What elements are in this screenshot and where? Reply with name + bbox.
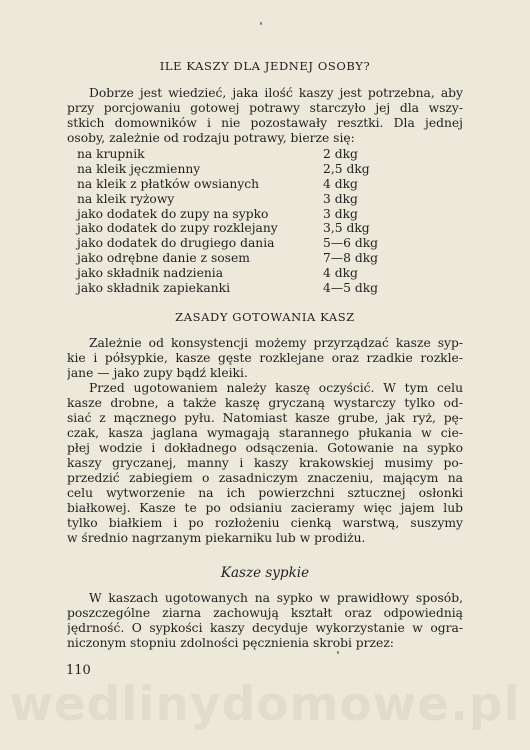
portion-amount: 3 dkg bbox=[323, 206, 358, 221]
ink-speck bbox=[260, 22, 262, 25]
paragraph-line: w średnio nagrzanym piekarniku lub w prodiżu. bbox=[67, 531, 366, 545]
portion-row bbox=[77, 192, 397, 207]
intro-line: Dobrze jest wiedzieć, jaka ilość kaszy jest potrzebna, aby bbox=[89, 86, 463, 100]
portion-row bbox=[77, 251, 397, 266]
portion-amount: 4 dkg bbox=[323, 176, 358, 191]
paragraph-line: Przed ugotowaniem należy kaszę oczyścić. W tym celu bbox=[89, 381, 463, 395]
portion-name: na kleik z płatków owsianych bbox=[77, 176, 260, 191]
paragraph-line: białkowej. Kasze te po odsianiu zacieramy więc jajem lub bbox=[67, 501, 463, 515]
page-number: 110 bbox=[66, 663, 91, 678]
portion-name: jako składnik zapiekanki bbox=[77, 281, 231, 296]
paragraph-line: Zależnie od konsystencji możemy przyrządzać kasze syp- bbox=[89, 336, 463, 350]
portion-row bbox=[77, 177, 397, 192]
heading-cooking-rules: ZASADY GOTOWANIA KASZ bbox=[175, 310, 355, 324]
portion-row bbox=[77, 281, 397, 296]
paragraph-line: niczonym stopniu zdolności pęcznienia skrobi przez: bbox=[67, 636, 394, 650]
portion-row bbox=[77, 266, 397, 281]
paragraph-line: czak, kasza jaglana wymagają starannego płukania w cie- bbox=[67, 426, 463, 440]
paragraph-line: celu wytworzenie na ich powierzchni sztucznej osłonki bbox=[67, 486, 463, 500]
watermark: wedlinydomowe.pl bbox=[9, 677, 521, 732]
paragraph-line: poszczególne ziarna zachowują kształt oraz odpowiednią bbox=[67, 606, 463, 620]
paragraph-line: tylko białkiem i po rozłożeniu cienką warstwą, suszymy bbox=[67, 516, 463, 530]
paragraph-line: kie i półsypkie, kasze gęste rozklejane oraz rzadkie rozkle- bbox=[67, 351, 463, 365]
portion-name: jako dodatek do zupy na sypko bbox=[77, 206, 269, 221]
paragraph-line: przedzić zabiegiem o zasadniczym znaczeniu, mającym na bbox=[67, 471, 463, 485]
portion-name: na kleik ryżowy bbox=[77, 191, 175, 206]
paragraph-line: jędrność. O sypkości kaszy decyduje wykorzystanie w ogra- bbox=[67, 621, 463, 635]
paragraph-line: kaszy gryczanej, manny i kaszy krakowskiej musimy po- bbox=[67, 456, 463, 470]
portion-amount: 2 dkg bbox=[323, 147, 358, 161]
portion-name: jako składnik nadzienia bbox=[77, 266, 224, 281]
heading-portions: ILE KASZY DLA JEDNEJ OSOBY? bbox=[159, 59, 371, 73]
paragraph-line: W kaszach ugotowanych na sypko w prawidłowy sposób, bbox=[89, 591, 463, 605]
portion-amount: 5—6 dkg bbox=[323, 236, 379, 251]
portion-name: na krupnik bbox=[77, 147, 145, 161]
intro-line: osoby, zależnie od rodzaju potrawy, bierze się: bbox=[67, 131, 355, 145]
paragraph-line: płej wodzie i dokładnego odsączenia. Gotowanie na sypko bbox=[67, 441, 463, 455]
ink-speck bbox=[337, 651, 339, 654]
portion-row bbox=[77, 236, 397, 251]
paragraph-line: jane — jako zupy bądź kleiki. bbox=[67, 366, 248, 380]
portion-amount: 4 dkg bbox=[323, 266, 358, 281]
portion-row bbox=[77, 207, 397, 222]
portion-amount: 3,5 dkg bbox=[323, 221, 370, 236]
portion-name: jako odrębne danie z sosem bbox=[77, 251, 250, 266]
subheading-loose-groats: Kasze sypkie bbox=[220, 565, 310, 581]
portion-amount: 4—5 dkg bbox=[323, 281, 379, 296]
portion-row bbox=[77, 162, 397, 177]
portion-amount: 7—8 dkg bbox=[323, 251, 379, 266]
paragraph-line: kasze drobne, a także kaszę gryczaną wystarczy tylko od- bbox=[67, 396, 463, 410]
portion-table bbox=[77, 147, 397, 296]
intro-line: przy porcjowaniu gotowej potrawy starczyło jej dla wszy- bbox=[67, 101, 463, 115]
portion-row bbox=[77, 221, 397, 236]
portion-name: jako dodatek do drugiego dania bbox=[77, 236, 275, 251]
intro-line: stkich domowników i nie pozostawały resztki. Dla jednej bbox=[67, 116, 463, 130]
portion-name: jako dodatek do zupy rozklejany bbox=[77, 221, 278, 236]
portion-name: na kleik jęczmienny bbox=[77, 161, 201, 176]
portion-amount: 2,5 dkg bbox=[323, 161, 370, 176]
portion-row bbox=[77, 147, 397, 162]
portion-amount: 3 dkg bbox=[323, 191, 358, 206]
paragraph-line: siać z mącznego pyłu. Natomiast kasze grube, jak ryż, pę- bbox=[67, 411, 463, 425]
